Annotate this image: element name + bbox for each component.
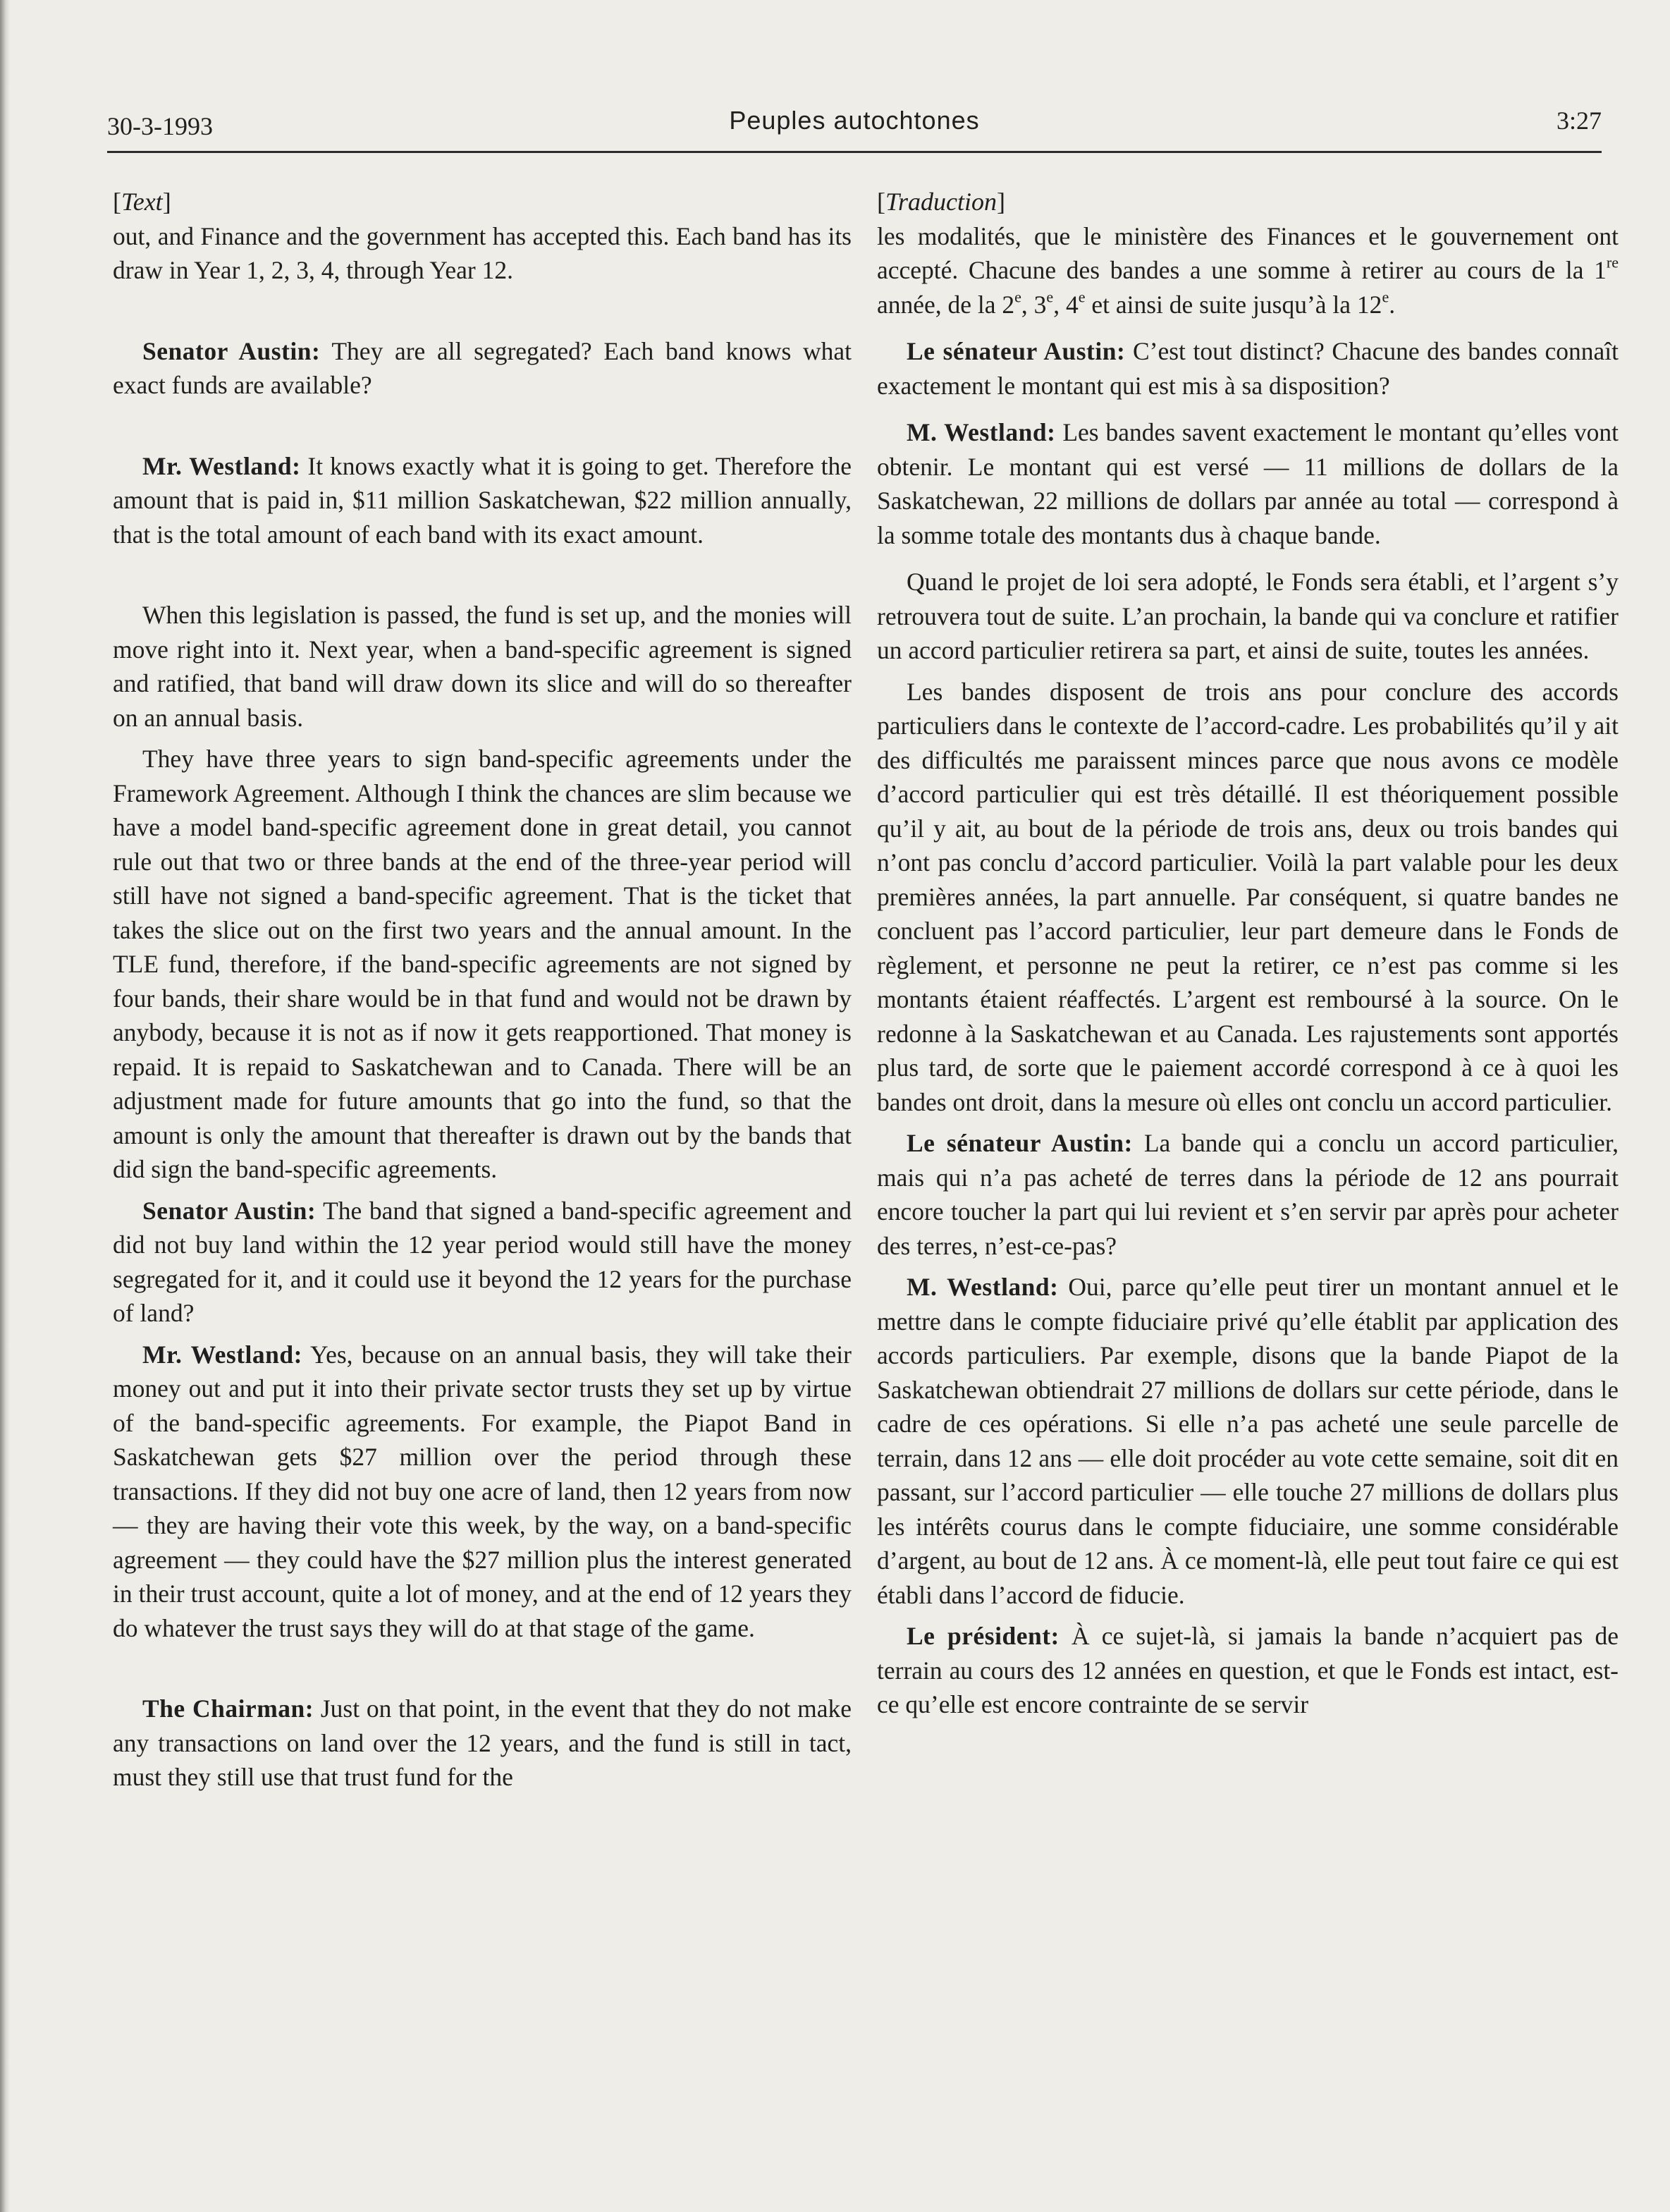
paragraph: Senator Austin: The band that signed a band-specific agreement and did not buy land within the 12 year period would still have the money segregated for it, and it could use it beyond the 12 years for the purchase of land? xyxy=(113,1196,852,1327)
language-label-french: [Traduction] xyxy=(877,188,1006,216)
paragraph: Le président: À ce sujet-là, si jamais la bande n’acquiert pas de terrain au cours des 12 années en question, et que le Fonds est intact, est-ce qu’elle est encore contrainte de se servir xyxy=(877,1622,1619,1718)
paragraph: M. Westland: Les bandes savent exactement le montant qu’elles vont obtenir. Le montant qui est versé — 11 millions de dollars de la Saskatchewan, 22 millions de dollars par année au total — correspond à la somme totale des montants dus à chaque bande. xyxy=(877,418,1619,549)
speaker-name: Le sénateur Austin: xyxy=(907,337,1126,365)
speaker-name: M. Westland: xyxy=(907,1273,1059,1301)
paragraph: M. Westland: Oui, parce qu’elle peut tirer un montant annuel et le mettre dans le compte fiduciaire privé qu’elle établit par application des accords particuliers. Par exemple, disons que la bande Piapot de la Saskatchewan obtiendrait 27 millions de dollars sur cette période, dans le cadre de ces opérations. Si elle n’a pas acheté une seule parcelle de terrain, dans 12 ans — elle doit procéder au vote cette semaine, soit dit en passant, sur l’accord particulier — elle touche 27 millions de dollars plus les intérêts courus dans le compte fiduciaire, une somme considérable d’argent, au bout de 12 ans. À ce moment-là, elle peut tout faire ce qui est établi dans l’accord de fiducie. xyxy=(877,1273,1619,1609)
paragraph: Les bandes disposent de trois ans pour conclure des accords particuliers dans le contexte de l’accord-cadre. Les probabilités qu’il y ait des difficultés me paraissent minces parce que nous avons ce modèle d’accord particulier qui est très détaillé. Il est théoriquement possible qu’il y ait, au bout de la période de trois ans, deux ou trois bandes qui n’ont pas conclu d’accord particulier. Voilà la part valable pour les deux premières années, la part annuelle. Par conséquent, si quatre bandes ne concluent pas l’accord particulier, leur part demeure dans le Fonds de règlement, et personne ne peut la retirer, ce n’est pas comme si les montants étaient réaffectés. L’argent est remboursé à la source. On le redonne à la Saskatchewan et au Canada. Les rajustements sont apportés plus tard, de sorte que le paiement accordé correspond à ce à quoi les bandes ont droit, dans la mesure où elles ont conclu un accord particulier. xyxy=(877,677,1619,1116)
header-title: Peuples autochtones xyxy=(729,106,980,135)
running-header xyxy=(107,106,1602,153)
paragraph: Senator Austin: They are all segregated? Each band knows what exact funds are available? xyxy=(113,336,852,399)
french-column xyxy=(877,185,1619,1722)
paragraph: When this legislation is passed, the fund is set up, and the monies will move right into it. Next year, when a band-specific agreement is signed and ratified, that band will draw down its slice and will do so thereafter on an annual basis. xyxy=(113,601,852,732)
header-date: 30-3-1993 xyxy=(107,112,213,140)
speaker-name: M. Westland: xyxy=(907,418,1056,446)
header-page-number: 3:27 xyxy=(1556,106,1602,135)
paragraph: Le sénateur Austin: C’est tout distinct? Chacune des bandes connaît exactement le montant qui est mis à sa disposition? xyxy=(877,337,1619,400)
speaker-name: Le président: xyxy=(907,1622,1060,1650)
paragraph: Le sénateur Austin: La bande qui a conclu un accord particulier, mais qui n’a pas acheté de terres dans la période de 12 ans pourrait encore toucher la part qui lui revient et s’en servir par après pour acheter des terres, n’est-ce-pas? xyxy=(877,1129,1619,1260)
language-label-english: [Text] xyxy=(113,188,171,216)
speaker-name: Mr. Westland: xyxy=(142,1340,302,1369)
paragraph: out, and Finance and the government has accepted this. Each band has its draw in Year 1, 2, 3, 4, through Year 12. xyxy=(113,221,852,284)
speaker-name: Le sénateur Austin: xyxy=(907,1129,1133,1157)
speaker-name: The Chairman: xyxy=(142,1694,314,1723)
speaker-name: Senator Austin: xyxy=(142,336,321,365)
page-edge-shadow xyxy=(0,0,10,2212)
paragraph: Mr. Westland: It knows exactly what it is going to get. Therefore the amount that is paid in, $11 million Saskatchewan, $22 million annually, that is the total amount of each band with its exact amount. xyxy=(113,451,852,549)
english-column xyxy=(113,185,852,1795)
speaker-name: Mr. Westland: xyxy=(142,451,301,480)
paragraph: Quand le projet de loi sera adopté, le Fonds sera établi, et l’argent s’y retrouvera tout de suite. L’an prochain, la bande qui va conclure et ratifier un accord particulier retirera sa part, et ainsi de suite, toutes les années. xyxy=(877,568,1619,664)
paragraph: les modalités, que le ministère des Finances et le gouvernement ont accepté. Chacune des bandes a une somme à retirer au cours de la 1re année, de la 2e, 3e, 4e et ainsi de suite jusqu’à la 12e. xyxy=(877,221,1619,319)
paragraph: Mr. Westland: Yes, because on an annual basis, they will take their money out and put it into their private sector trusts they set up by virtue of the band-specific agreements. For example, the Piapot Band in Saskatchewan gets $27 million over the period through these transactions. If they did not buy one acre of land, then 12 years from now — they are having their vote this week, by the way, on a band-specific agreement — they could have the $27 million plus the interest generated in their trust account, quite a lot of money, and at the end of 12 years they do whatever the trust says they will do at that stage of the game. xyxy=(113,1340,852,1642)
paragraph: The Chairman: Just on that point, in the event that they do not make any transactions on land over the 12 years, and the fund is still in tact, must they still use that trust fund for the xyxy=(113,1694,852,1791)
paragraph: They have three years to sign band-specific agreements under the Framework Agreement. Although I think the chances are slim because we have a model band-specific agreement done in great detail, you cannot rule out that two or three bands at the end of the three-year period will still have not signed a band-specific agreement. That is the ticket that takes the slice out on the first two years and the annual amount. In the TLE fund, therefore, if the band-specific agreements are not signed by four bands, their share would be in that fund and would not be drawn by anybody, because it is not as if now it gets reapportioned. That money is repaid. It is repaid to Saskatchewan and to Canada. There will be an adjustment made for future amounts that go into the fund, so that the amount is only the amount that thereafter is drawn out by the bands that did sign the band-specific agreements. xyxy=(113,745,852,1183)
speaker-name: Senator Austin: xyxy=(142,1196,317,1225)
